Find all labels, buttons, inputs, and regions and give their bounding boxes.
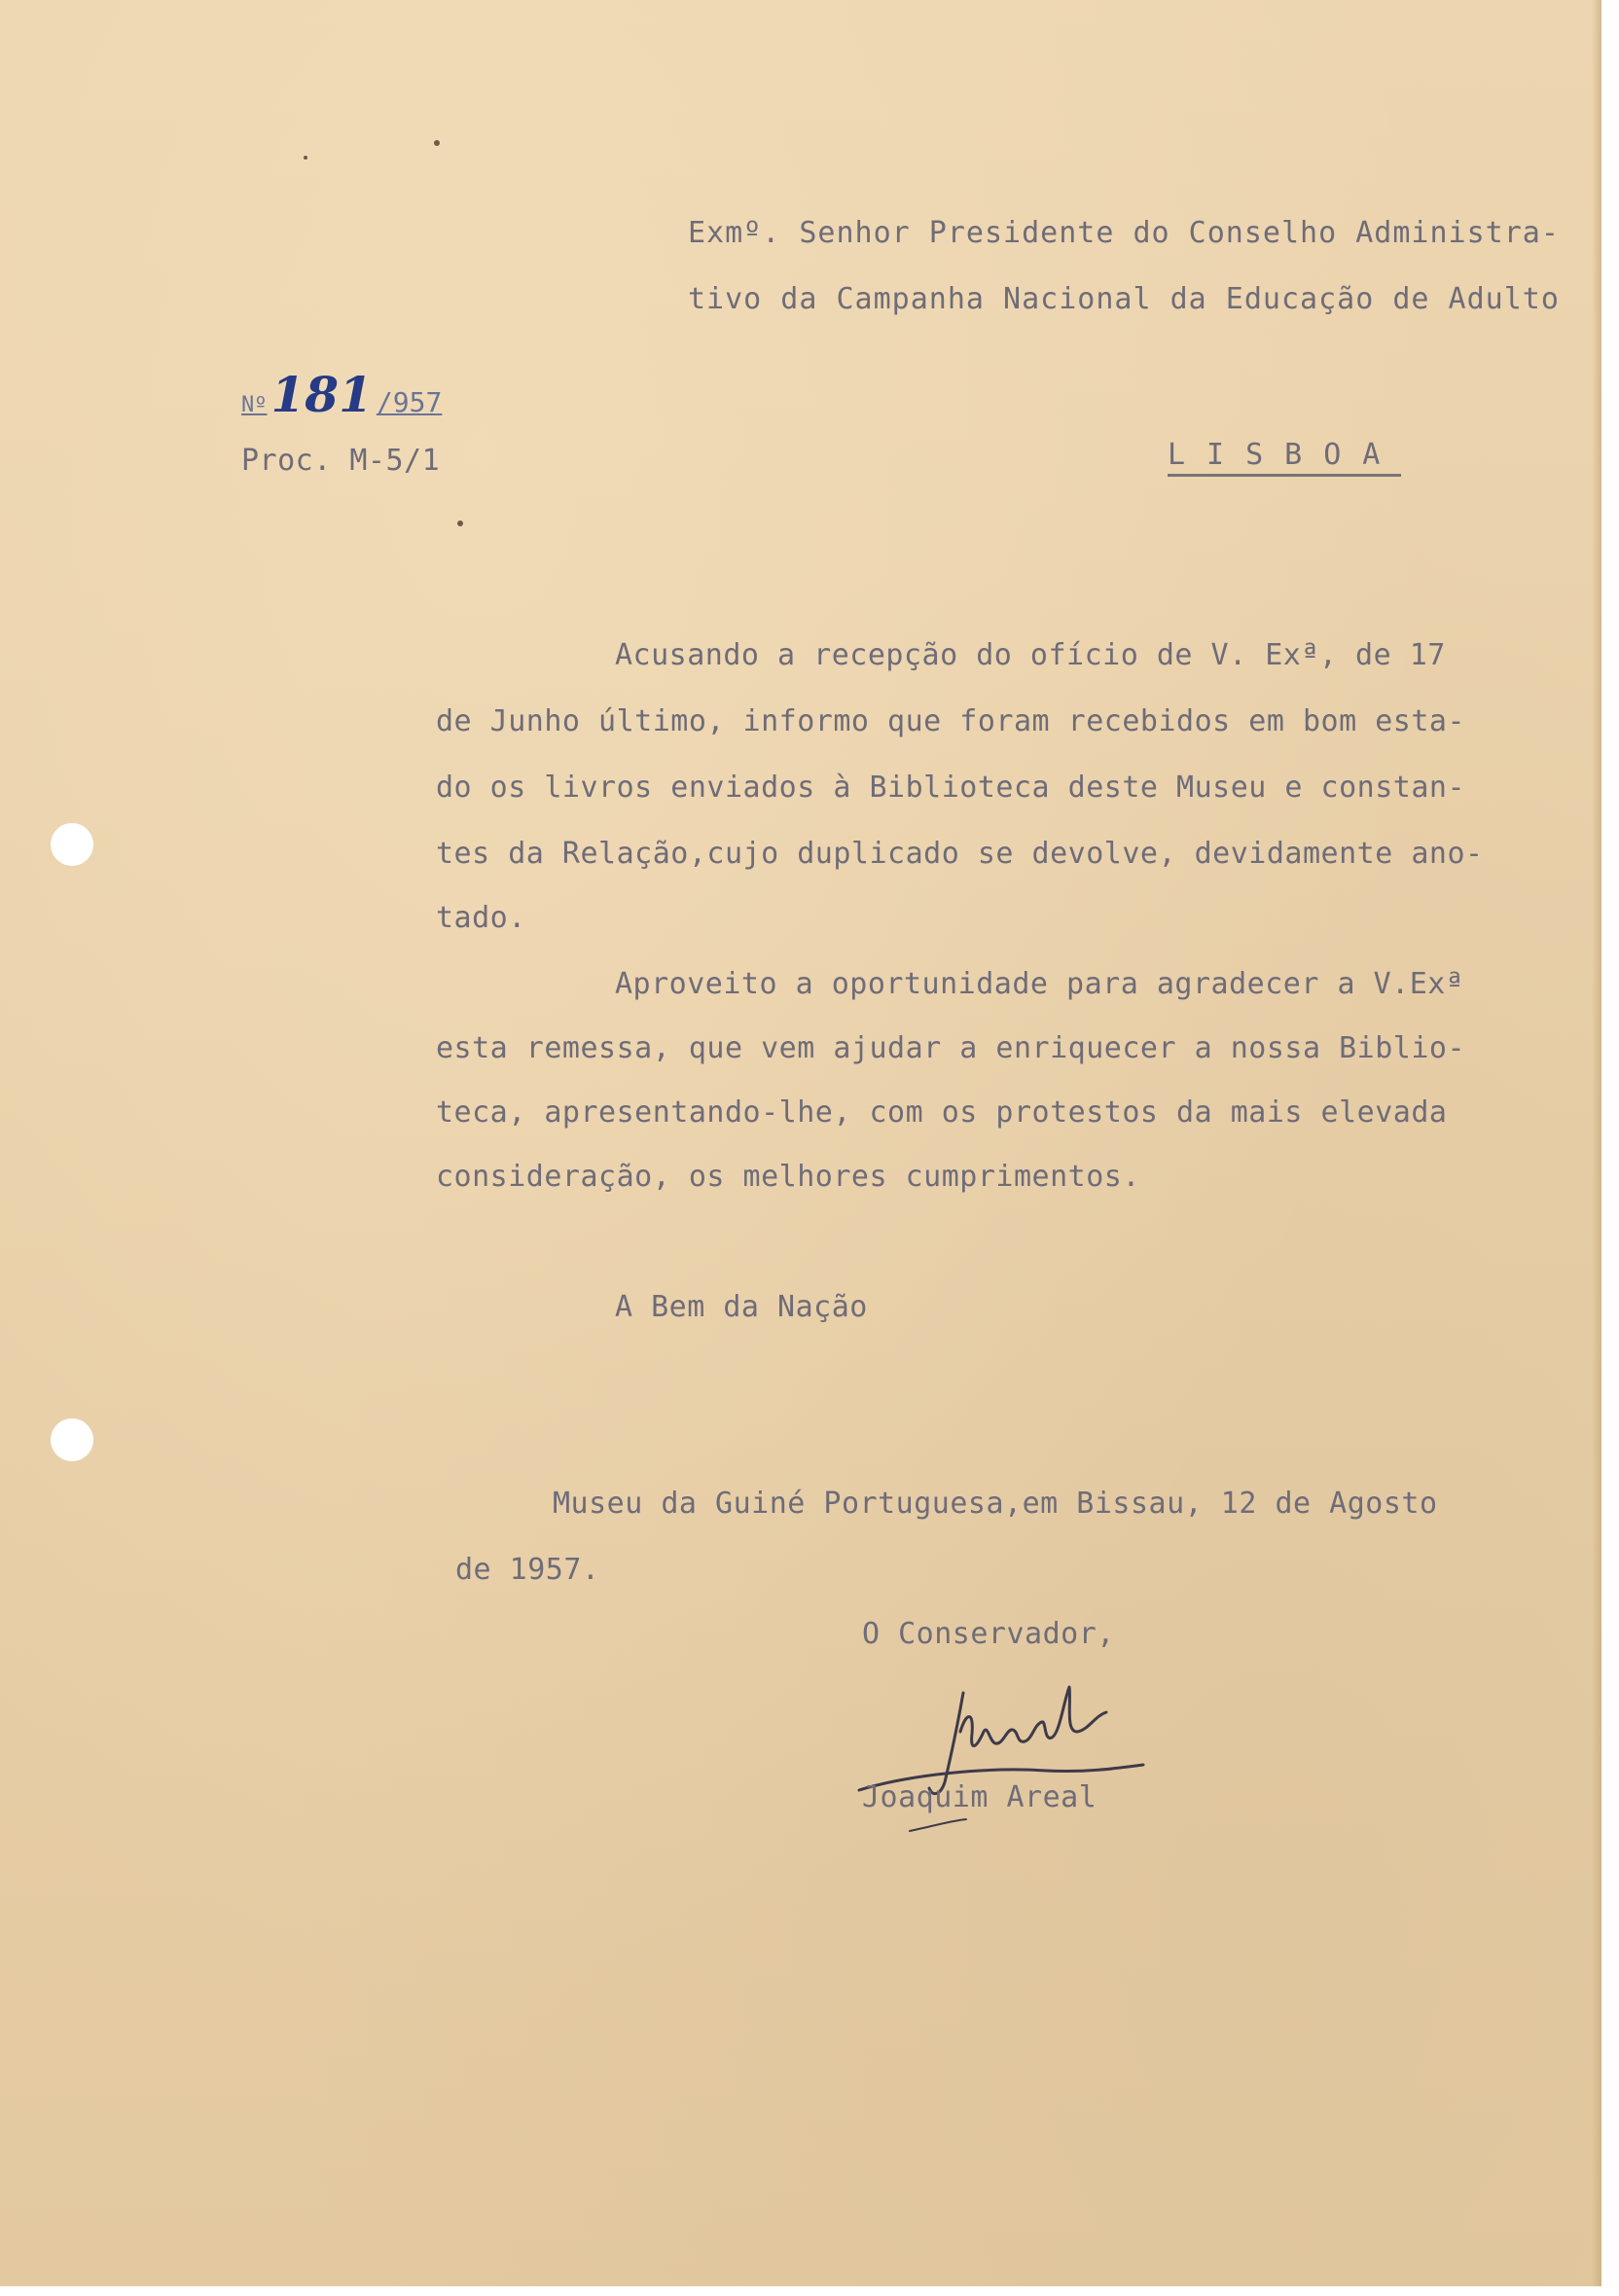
body-paragraph-1-line-5: tado.	[436, 901, 526, 935]
paper-speck	[457, 520, 463, 526]
punch-hole-top	[51, 823, 93, 866]
reference-year: /957	[376, 386, 443, 418]
reference-handwritten-number: 181	[270, 366, 373, 423]
body-paragraph-2-line-1: Aproveito a oportunidade para agradecer a V.Exª	[615, 967, 1464, 1001]
body-paragraph-2-line-4: consideração, os melhores cumprimentos.	[436, 1160, 1140, 1194]
reference-number	[241, 366, 442, 423]
paper-speck	[304, 156, 307, 160]
signatory-title: O Conservador,	[862, 1617, 1115, 1651]
handwritten-signature	[851, 1673, 1163, 1848]
paper-speck	[434, 140, 440, 146]
destination-city: LISBOA	[1168, 438, 1401, 477]
body-paragraph-1-line-3: do os livros enviados à Biblioteca deste Museu e constan-	[436, 771, 1466, 805]
body-paragraph-2-line-2: esta remessa, que vem ajudar a enriquecer a nossa Biblio-	[436, 1031, 1466, 1065]
body-paragraph-1-line-1: Acusando a recepção do ofício de V. Exª, de 17	[615, 638, 1446, 672]
body-paragraph-1-line-4: tes da Relação,cujo duplicado se devolve, devidamente ano-	[436, 837, 1484, 871]
addressee-line-1: Exmº. Senhor Presidente do Conselho Administra-	[688, 216, 1560, 250]
punch-hole-bottom	[51, 1418, 93, 1461]
reference-prefix: Nº	[241, 393, 268, 417]
place-date-line-2: de 1957.	[455, 1553, 600, 1587]
signatory-name: Joaquim Areal	[862, 1780, 1097, 1814]
body-paragraph-1-line-2: de Junho último, informo que foram recebidos em bom esta-	[436, 704, 1466, 738]
body-paragraph-2-line-3: teca, apresentando-lhe, com os protestos da mais elevada	[436, 1095, 1448, 1130]
process-reference: Proc. M-5/1	[241, 444, 441, 478]
place-date-line-1: Museu da Guiné Portuguesa,em Bissau, 12 de Agosto	[553, 1487, 1438, 1521]
addressee-line-2: tivo da Campanha Nacional da Educação de Adulto	[688, 282, 1560, 316]
salutation: A Bem da Nação	[615, 1290, 868, 1324]
paper-edge-shadow	[1592, 0, 1601, 2286]
